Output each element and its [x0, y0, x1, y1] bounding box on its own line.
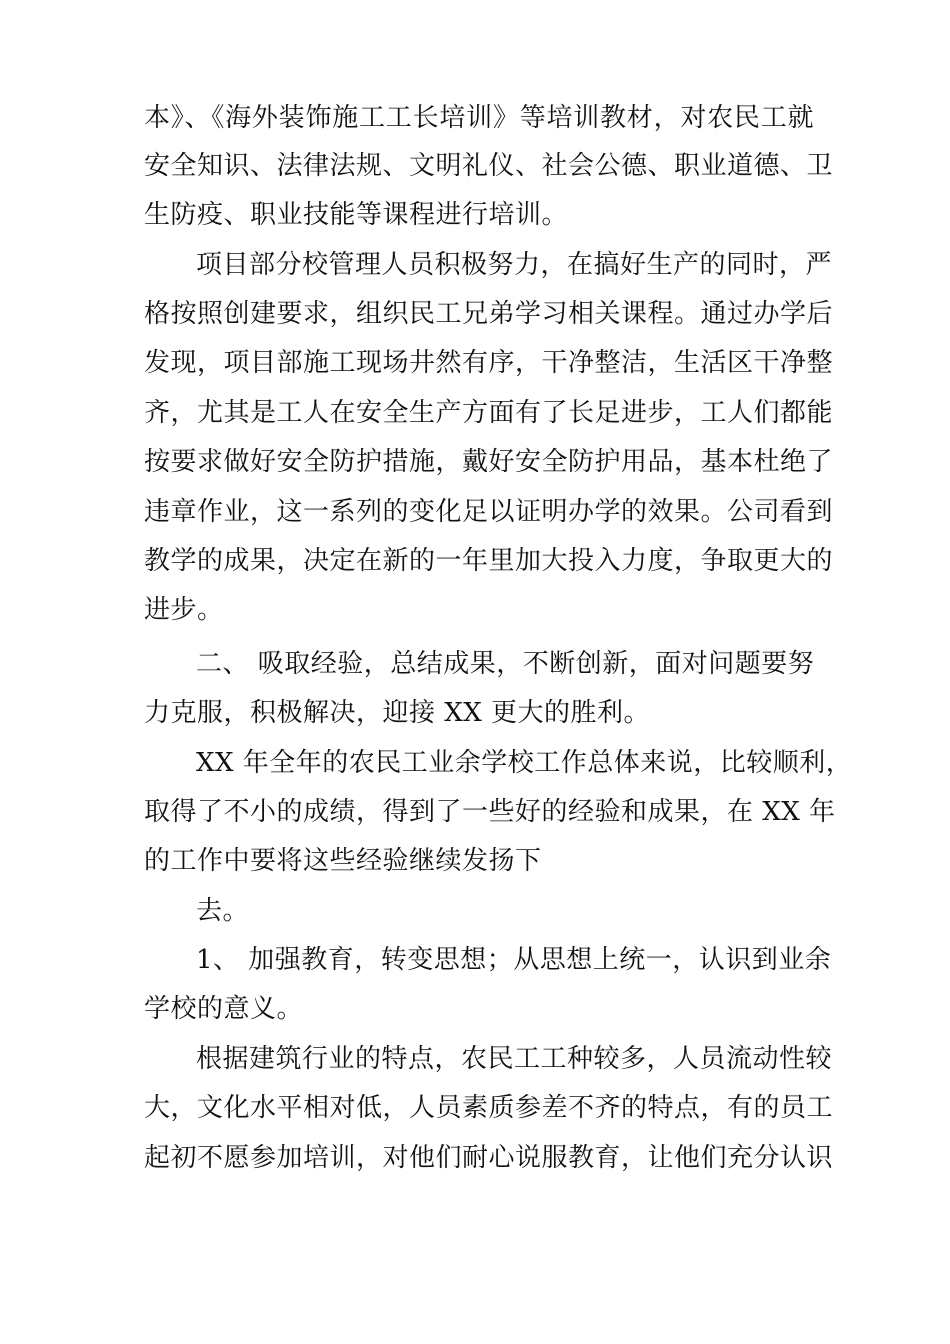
text-line: 教学的成果，决定在新的一年里加大投入力度，争取更大的 — [144, 546, 834, 576]
section-heading-line: 二、 吸取经验，总结成果，不断创新，面对问题要努 — [196, 649, 815, 679]
text-line: 根据建筑行业的特点，农民工工种较多，人员流动性较 — [196, 1044, 833, 1074]
text-line: 去。 — [196, 896, 250, 926]
text-line: 本》、《海外装饰施工工长培训》等培训教材，对农民工就 — [144, 103, 814, 133]
subsection-heading-line: 学校的意义。 — [144, 994, 304, 1024]
text-line: 的工作中要将这些经验继续发扬下 — [144, 846, 542, 876]
text-line: 齐，尤其是工人在安全生产方面有了长足进步，工人们都能 — [144, 398, 834, 428]
text-line: 生防疫、职业技能等课程进行培训。 — [144, 200, 569, 230]
text-line: 按要求做好安全防护措施，戴好安全防护用品，基本杜绝了 — [144, 447, 834, 477]
text-line: 起初不愿参加培训，对他们耐心说服教育，让他们充分认识 — [144, 1143, 834, 1173]
text-line: 格按照创建要求，组织民工兄弟学习相关课程。通过办学后 — [144, 299, 834, 329]
text-line: 发现，项目部施工现场井然有序，干净整洁，生活区干净整 — [144, 348, 834, 378]
section-heading-line: 力克服，积极解决，迎接 XX 更大的胜利。 — [144, 698, 651, 728]
text-line: 进步。 — [144, 595, 224, 625]
subsection-heading-line: 1、 加强教育，转变思想；从思想上统一，认识到业余 — [196, 945, 832, 975]
text-line: 项目部分校管理人员积极努力，在搞好生产的同时，严 — [196, 250, 833, 280]
text-line: 违章作业，这一系列的变化足以证明办学的效果。公司看到 — [144, 497, 834, 527]
text-line: 安全知识、法律法规、文明礼仪、社会公德、职业道德、卫 — [144, 151, 834, 181]
text-line: 大，文化水平相对低，人员素质参差不齐的特点，有的员工 — [144, 1093, 834, 1123]
text-line: 取得了不小的成绩，得到了一些好的经验和成果，在 XX 年 — [144, 797, 836, 827]
text-line: XX 年全年的农民工业余学校工作总体来说，比较顺利， — [196, 748, 853, 778]
